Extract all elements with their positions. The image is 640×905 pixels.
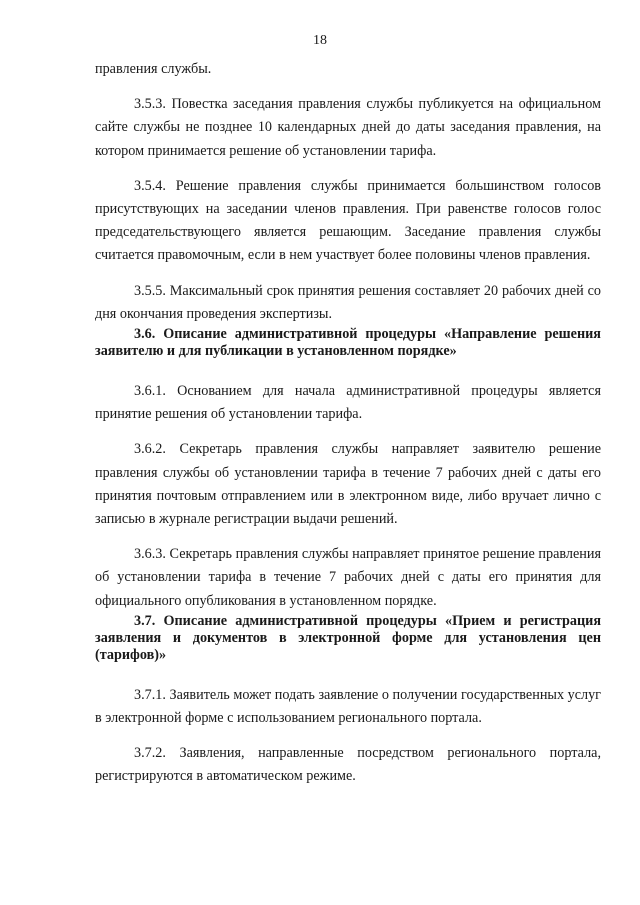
section-heading-3-6: 3.6. Описание административной процедуры «Направление решения заявителю и для публикации в установленном порядке» — [95, 326, 601, 360]
paragraph-continuation: правления службы. — [95, 61, 212, 77]
page-number: 18 — [313, 33, 327, 48]
paragraph-3-7-1: 3.7.1. Заявитель может подать заявление о получении государственных услуг в электронной форме с использованием регионального портала. — [95, 686, 601, 727]
paragraph-3-5-4: 3.5.4. Решение правления службы принимается большинством голосов присутствующих на заседании членов правления. При равенстве голосов голос председательствующего является решающим. Заседание правления службы считается правомочным, если в нем участвует более половины членов правления. — [95, 177, 601, 264]
section-heading-3-7: 3.7. Описание административной процедуры «Прием и регистрация заявления и документов в электронной форме для установления цен (тарифов)» — [95, 612, 601, 663]
paragraph-3-6-2: 3.6.2. Секретарь правления службы направляет заявителю решение правления службы об установлении тарифа в течение 7 рабочих дней с даты его принятия почтовым отправлением или в электронном виде, либо вручает лично с записью в журнале регистрации выдачи решений. — [95, 441, 601, 528]
paragraph-3-5-3: 3.5.3. Повестка заседания правления службы публикуется на официальном сайте службы не позднее 10 календарных дней до даты заседания правления, на котором принимается решение об установлении тарифа. — [95, 96, 601, 159]
paragraph-3-5-5: 3.5.5. Максимальный срок принятия решения составляет 20 рабочих дней со дня окончания проведения экспертизы. — [95, 282, 601, 322]
document-body — [95, 58, 601, 789]
paragraph-3-7-2: 3.7.2. Заявления, направленные посредством регионального портала, регистрируются в автоматическом режиме. — [95, 745, 601, 785]
paragraph-3-6-3: 3.6.3. Секретарь правления службы направляет принятое решение правления об установлении тарифа в течение 7 рабочих дней с даты его принятия для официального опубликования в установленном порядке. — [95, 546, 601, 609]
paragraph-3-6-1: 3.6.1. Основанием для начала административной процедуры является принятие решения об установлении тарифа. — [95, 383, 601, 423]
